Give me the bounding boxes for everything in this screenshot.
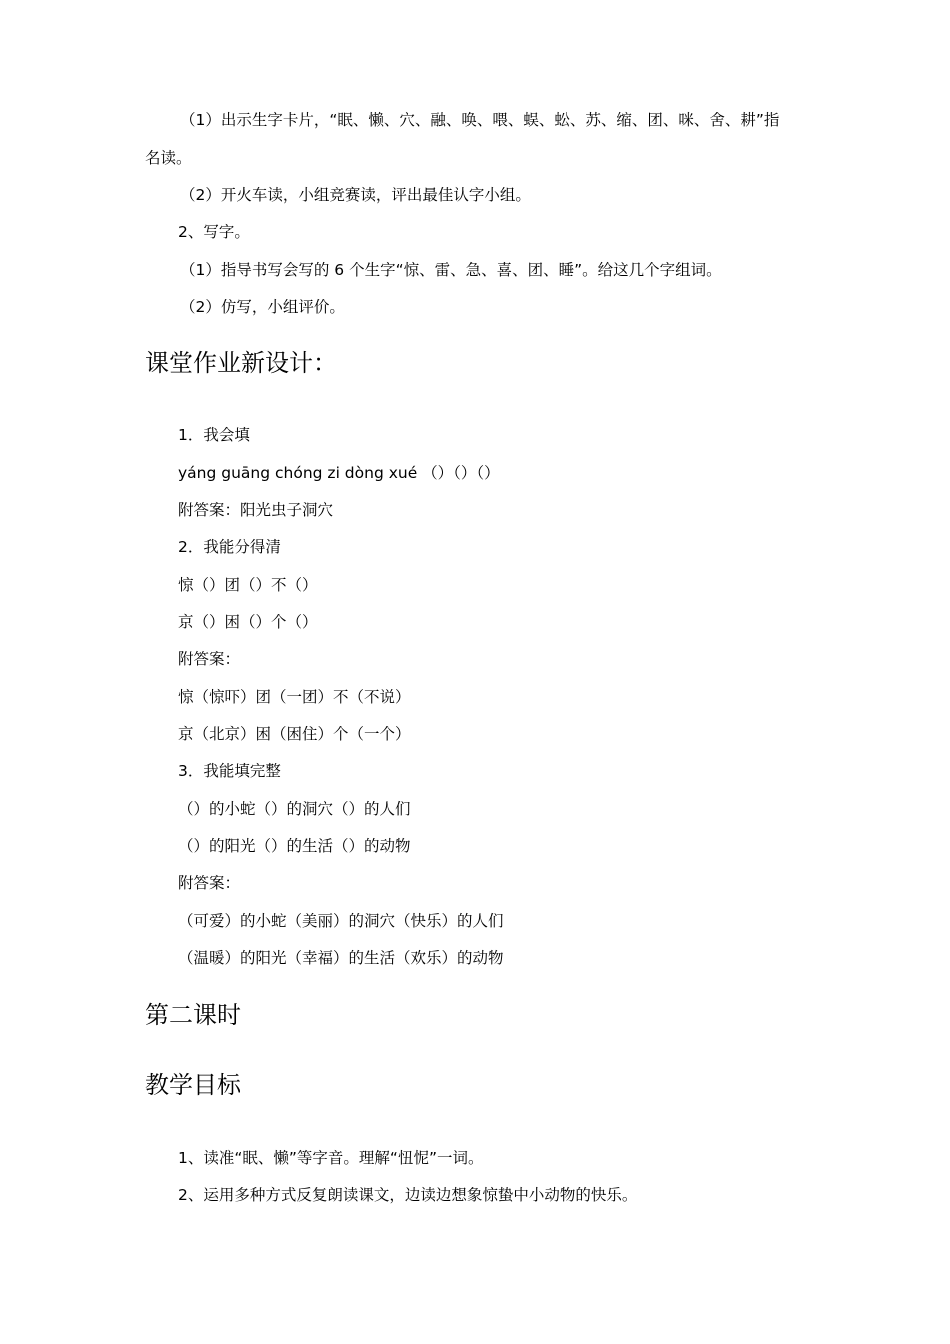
heading-homework: 课堂作业新设计：	[145, 349, 337, 377]
paragraph-imitate-writing: （2）仿写，小组评价。	[180, 298, 345, 316]
q2-answer2: 京（北京）困（困住）个（一个）	[178, 725, 411, 743]
q2-title: 2．我能分得清	[178, 538, 281, 556]
q1-pinyin: yáng guāng chóng zi dòng xué （）（）（）	[178, 464, 500, 482]
q1-answer: 附答案：阳光虫子洞穴	[178, 501, 334, 519]
paragraph-train-reading: （2）开火车读，小组竞赛读，评出最佳认字小组。	[180, 186, 531, 204]
q3-row1: （）的小蛇（）的洞穴（）的人们	[178, 800, 411, 818]
item-writing: 2、写字。	[178, 223, 250, 241]
q3-answer2: （温暖）的阳光（幸福）的生活（欢乐）的动物	[178, 949, 504, 967]
paragraph-guide-writing: （1）指导书写会写的 6 个生字“惊、雷、急、喜、团、睡”。给这几个字组词。	[180, 261, 722, 279]
q2-answer-label: 附答案：	[178, 650, 241, 668]
heading-lesson2: 第二课时	[145, 1001, 241, 1029]
q3-answer1: （可爱）的小蛇（美丽）的洞穴（快乐）的人们	[178, 912, 504, 930]
goal-1: 1、读准“眠、懒”等字音。理解“忸怩”一词。	[178, 1149, 484, 1167]
q3-answer-label: 附答案：	[178, 874, 241, 892]
paragraph-card-reading-cont: 名读。	[145, 149, 192, 167]
q2-row1: 惊（）团（）不（）	[178, 576, 318, 594]
paragraph-card-reading: （1）出示生字卡片，“眠、懒、穴、融、唤、喂、蜈、蚣、苏、缩、团、咪、舍、耕”指	[180, 111, 780, 129]
q2-row2: 京（）困（）个（）	[178, 613, 318, 631]
q3-title: 3．我能填完整	[178, 762, 281, 780]
q2-answer1: 惊（惊吓）团（一团）不（不说）	[178, 688, 411, 706]
goal-2: 2、运用多种方式反复朗读课文，边读边想象惊蛰中小动物的快乐。	[178, 1186, 638, 1204]
heading-teaching-goals: 教学目标	[145, 1071, 241, 1099]
q3-row2: （）的阳光（）的生活（）的动物	[178, 837, 411, 855]
q1-title: 1．我会填	[178, 426, 250, 444]
